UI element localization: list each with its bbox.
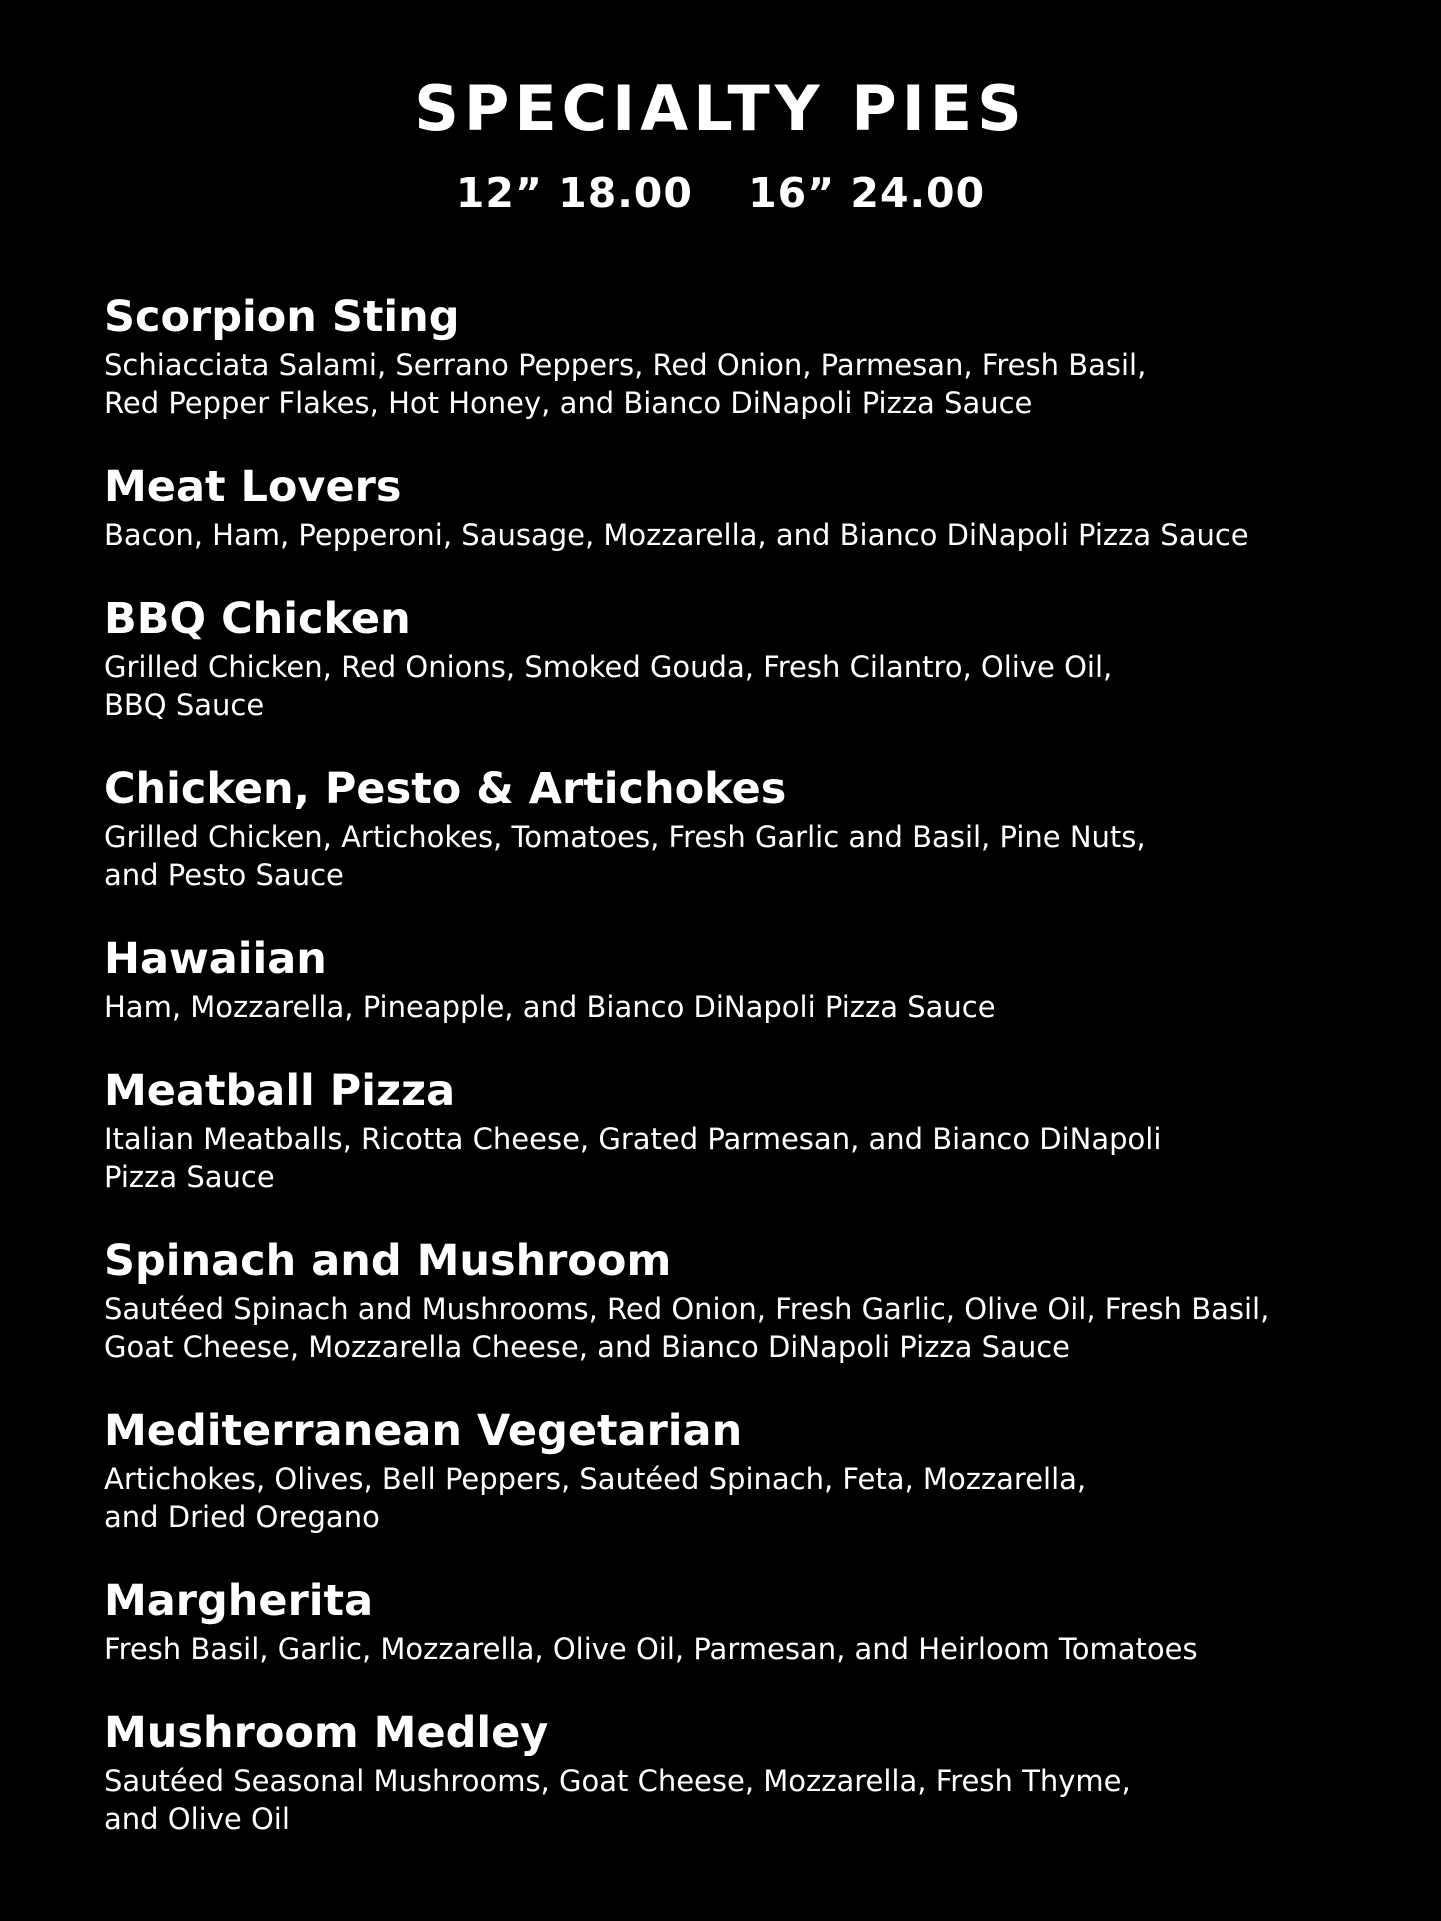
item-description: Fresh Basil, Garlic, Mozzarella, Olive Oil, Parmesan, and Heirloom Tomatoes bbox=[104, 1632, 1198, 1666]
menu-item-scorpion-sting bbox=[104, 290, 1424, 422]
item-description: Artichokes, Olives, Bell Peppers, Sautéed Spinach, Feta, Mozzarella, and Dried Oregano bbox=[104, 1462, 1087, 1534]
menu-item-meat-lovers bbox=[104, 460, 1424, 554]
item-name: Meatball Pizza bbox=[104, 1066, 456, 1116]
item-name: Mediterranean Vegetarian bbox=[104, 1406, 743, 1456]
item-description: Schiacciata Salami, Serrano Peppers, Red Onion, Parmesan, Fresh Basil, Red Pepper Flakes, Hot Honey, and Bianco DiNapoli Pizza Sauce bbox=[104, 348, 1147, 420]
item-description: Ham, Mozzarella, Pineapple, and Bianco DiNapoli Pizza Sauce bbox=[104, 990, 996, 1024]
menu-item-spinach-mushroom bbox=[104, 1234, 1424, 1366]
item-name: Margherita bbox=[104, 1576, 374, 1626]
menu-item-hawaiian bbox=[104, 932, 1424, 1026]
item-name: Scorpion Sting bbox=[104, 292, 460, 342]
menu-title: SPECIALTY PIES bbox=[414, 72, 1027, 145]
menu-item-margherita bbox=[104, 1574, 1424, 1668]
menu-item-mediterranean-vegetarian bbox=[104, 1404, 1424, 1536]
price-row bbox=[0, 168, 1441, 218]
menu-items-list bbox=[104, 290, 1424, 1876]
menu-item-mushroom-medley bbox=[104, 1706, 1424, 1838]
menu-item-chicken-pesto-artichokes bbox=[104, 762, 1424, 894]
item-name: BBQ Chicken bbox=[104, 594, 411, 644]
item-name: Meat Lovers bbox=[104, 462, 402, 512]
item-name: Mushroom Medley bbox=[104, 1708, 549, 1758]
price-16-inch: 16” 24.00 bbox=[748, 169, 986, 217]
menu-header bbox=[0, 72, 1441, 218]
item-name: Chicken, Pesto & Artichokes bbox=[104, 764, 787, 814]
item-description: Grilled Chicken, Red Onions, Smoked Gouda, Fresh Cilantro, Olive Oil, BBQ Sauce bbox=[104, 650, 1113, 722]
price-12-inch: 12” 18.00 bbox=[455, 169, 693, 217]
menu-item-bbq-chicken bbox=[104, 592, 1424, 724]
item-description: Grilled Chicken, Artichokes, Tomatoes, Fresh Garlic and Basil, Pine Nuts, and Pesto Sauce bbox=[104, 820, 1146, 892]
item-name: Hawaiian bbox=[104, 934, 327, 984]
item-description: Italian Meatballs, Ricotta Cheese, Grated Parmesan, and Bianco DiNapoli Pizza Sauce bbox=[104, 1122, 1162, 1194]
menu-item-meatball-pizza bbox=[104, 1064, 1424, 1196]
item-description: Sautéed Seasonal Mushrooms, Goat Cheese, Mozzarella, Fresh Thyme, and Olive Oil bbox=[104, 1764, 1131, 1836]
item-name: Spinach and Mushroom bbox=[104, 1236, 672, 1286]
item-description: Sautéed Spinach and Mushrooms, Red Onion, Fresh Garlic, Olive Oil, Fresh Basil, Goat Cheese, Mozzarella Cheese, and Bianco DiNapoli Pizza Sauce bbox=[104, 1292, 1270, 1364]
item-description: Bacon, Ham, Pepperoni, Sausage, Mozzarella, and Bianco DiNapoli Pizza Sauce bbox=[104, 518, 1249, 552]
